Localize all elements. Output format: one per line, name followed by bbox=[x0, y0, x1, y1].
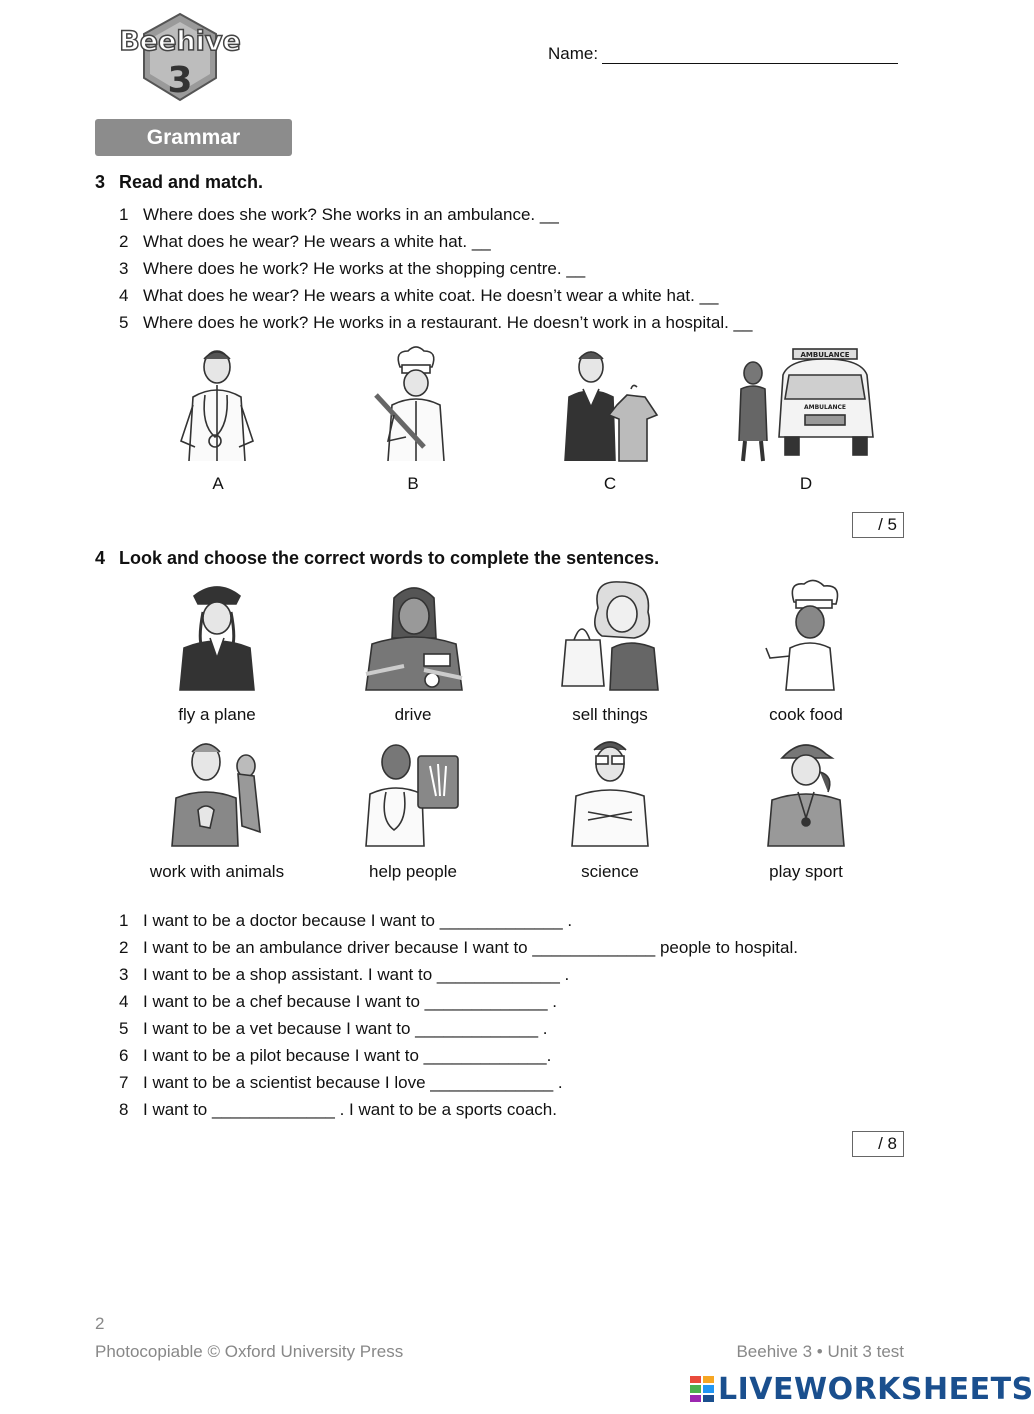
name-field bbox=[548, 44, 898, 64]
list-item: 4 I want to be a chef because I want to _____________ . bbox=[119, 992, 557, 1011]
list-item: 8 I want to _____________ . I want to be a sports coach. bbox=[119, 1100, 557, 1119]
shop-assistant-illustration-icon bbox=[561, 345, 659, 463]
exercise3-title bbox=[95, 172, 263, 193]
sports-coach-illustration-icon bbox=[762, 736, 850, 848]
svg-text:3: 3 bbox=[167, 60, 193, 101]
ambulance-worker-illustration-icon bbox=[364, 578, 464, 692]
exercise4-list bbox=[119, 907, 798, 1123]
chef-illustration-icon bbox=[372, 345, 458, 463]
svg-text:Beehive: Beehive bbox=[119, 26, 241, 57]
shop-assistant-woman-illustration-icon bbox=[558, 578, 662, 692]
picture-label-a: A bbox=[212, 474, 224, 493]
liveworksheets-text: LIVEWORKSHEETS bbox=[718, 1371, 1034, 1407]
liveworksheets-brand[interactable] bbox=[690, 1372, 1034, 1406]
word-help-people[interactable]: help people bbox=[369, 862, 457, 881]
list-item: 2 What does he wear? He wears a white hat. __ bbox=[119, 232, 491, 251]
page-number: 2 bbox=[95, 1314, 105, 1333]
pilot-illustration-icon bbox=[176, 578, 258, 692]
doctor-with-xray-illustration-icon bbox=[364, 736, 460, 848]
section-title: Grammar bbox=[95, 119, 292, 156]
exercise3-instruction: Read and match. bbox=[119, 172, 264, 192]
picture-label-b: B bbox=[407, 474, 419, 493]
list-item: 1 I want to be a doctor because I want to _____________ . bbox=[119, 911, 573, 930]
copyright-text: Photocopiable © Oxford University Press bbox=[95, 1342, 404, 1361]
word-play-sport[interactable]: play sport bbox=[769, 862, 843, 881]
chef-girl-illustration-icon bbox=[764, 578, 850, 692]
picture-label-c: C bbox=[603, 474, 617, 493]
name-label: Name: bbox=[548, 44, 599, 63]
list-item: 3 Where does he work? He works at the shopping centre. __ bbox=[119, 259, 586, 278]
exercise4-score-box: / 8 bbox=[852, 1131, 904, 1157]
list-item: 4 What does he wear? He wears a white coat. He doesn’t wear a white hat. __ bbox=[119, 286, 719, 305]
exercise3-list bbox=[119, 201, 752, 336]
list-item: 3 I want to be a shop assistant. I want to _____________ . bbox=[119, 965, 570, 984]
exercise3-score-box: / 5 bbox=[852, 512, 904, 538]
name-blank[interactable] bbox=[602, 46, 898, 64]
list-item: 6 I want to be a pilot because I want to _____________. bbox=[119, 1046, 552, 1065]
beehive-logo bbox=[112, 12, 248, 104]
exercise3-number: 3 bbox=[95, 172, 106, 192]
word-cook-food[interactable]: cook food bbox=[769, 705, 843, 724]
vet-with-parrot-illustration-icon bbox=[170, 736, 266, 848]
word-work-with-animals[interactable]: work with animals bbox=[149, 862, 285, 881]
unit-label: Beehive 3 • Unit 3 test bbox=[736, 1342, 904, 1361]
scientist-illustration-icon bbox=[568, 736, 652, 848]
word-fly-a-plane[interactable]: fly a plane bbox=[178, 705, 256, 724]
exercise4-instruction: Look and choose the correct words to complete the sentences. bbox=[119, 548, 660, 568]
word-science[interactable]: science bbox=[581, 862, 639, 881]
svg-text:AMBULANCE: AMBULANCE bbox=[800, 351, 850, 359]
word-sell-things[interactable]: sell things bbox=[572, 705, 648, 724]
word-drive[interactable]: drive bbox=[394, 705, 432, 724]
ambulance-driver-illustration-icon bbox=[735, 345, 877, 463]
svg-text:AMBULANCE: AMBULANCE bbox=[803, 404, 847, 411]
picture-label-d: D bbox=[799, 474, 813, 493]
list-item: 1 Where does she work? She works in an ambulance. __ bbox=[119, 205, 559, 224]
list-item: 7 I want to be a scientist because I love _____________ . bbox=[119, 1073, 563, 1092]
exercise4-title bbox=[95, 548, 659, 569]
doctor-illustration-icon bbox=[175, 345, 259, 463]
list-item: 5 I want to be a vet because I want to _____________ . bbox=[119, 1019, 548, 1038]
list-item: 5 Where does he work? He works in a restaurant. He doesn’t work in a hospital. __ bbox=[119, 313, 753, 332]
liveworksheets-icon bbox=[690, 1376, 714, 1402]
list-item: 2 I want to be an ambulance driver because I want to _____________ people to hospital. bbox=[119, 938, 798, 957]
exercise4-number: 4 bbox=[95, 548, 106, 568]
